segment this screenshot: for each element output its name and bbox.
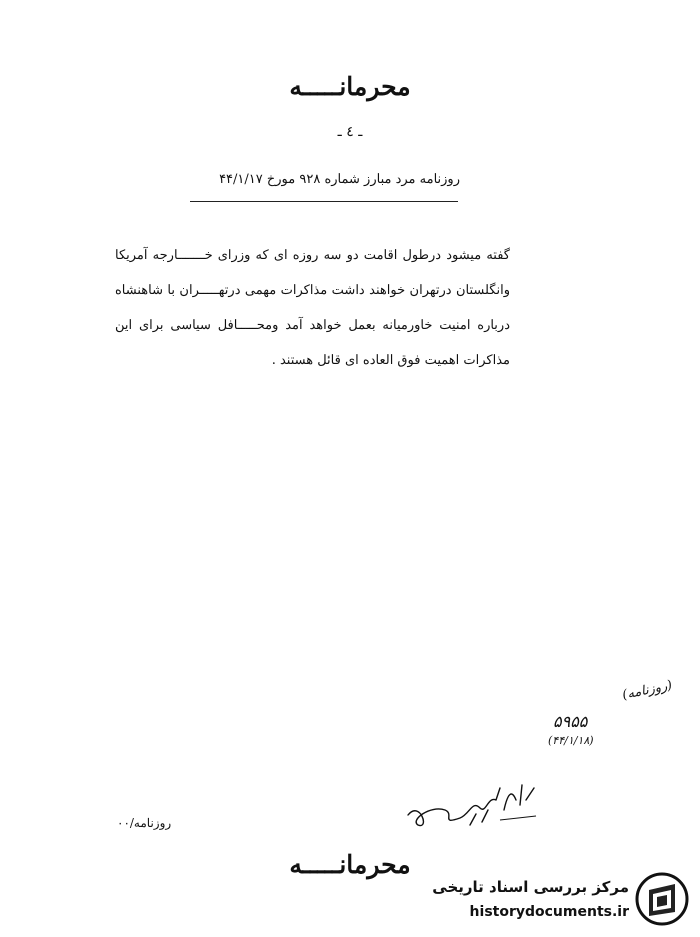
document-title-top: محرمانـــــه bbox=[289, 72, 411, 101]
handwritten-note: (روزنامه) bbox=[620, 677, 674, 704]
handwritten-date: (۴۴/۱/۱۸) bbox=[548, 734, 594, 747]
handwritten-number: ۵۹۵۵ bbox=[553, 712, 588, 731]
watermark-name: مرکز بررسی اسناد تاریخی bbox=[432, 878, 629, 896]
page-number: ـ ٤ ـ bbox=[337, 124, 363, 140]
watermark bbox=[405, 866, 695, 932]
document-title-bottom: محرمانـــــه bbox=[289, 850, 411, 879]
body-paragraph: گفته میشود درطول اقامت دو سه روزه ای که وزرای خـــــــارجه آمریکا وانگلستان درتهران خواهند داشت مذاکرات مهمی درتهـــــران با شاهنشاه درباره امنیت خاورمیانه بعمل خواهد آمد ومحـــــافل سیاسی برای این مذاکرات اهمیت فوق العاده ای قائل هستند . bbox=[115, 248, 510, 368]
watermark-url: historydocuments.ir bbox=[469, 904, 629, 920]
footer-reference: روزنامه/۰۰ bbox=[117, 816, 172, 830]
source-underline bbox=[190, 201, 458, 202]
archive-logo-icon bbox=[635, 872, 689, 926]
signature bbox=[400, 770, 540, 840]
source-line: روزنامه مرد مبارز شماره ۹۲۸ مورخ ۴۴/۱/۱۷ bbox=[219, 172, 460, 187]
